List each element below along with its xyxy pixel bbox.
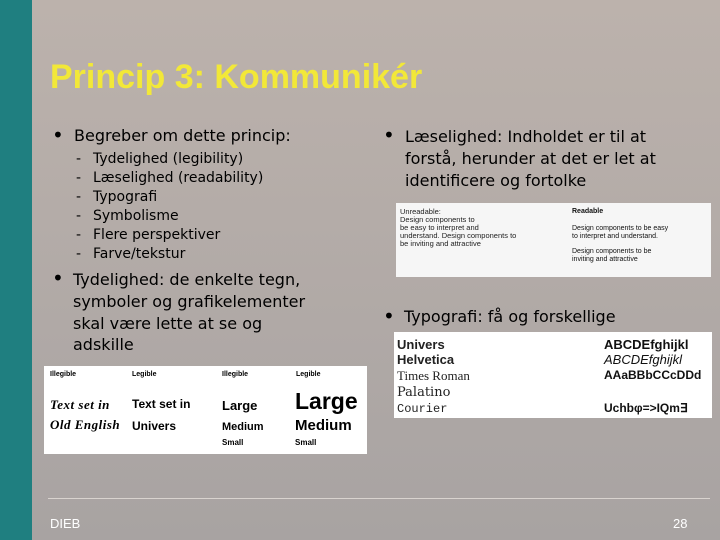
bullet-icon: • [383,304,395,328]
font-sample-times: Times Roman [397,368,470,383]
readable-line: Design components to be easy [572,224,669,232]
readability-example-panel [396,203,711,277]
gothic-text: Text set in [50,397,110,412]
sub-item: Typografi [93,189,158,205]
left-bullet-2-line: skal være lette at se og [73,314,263,333]
size-sample: Medium [222,421,264,433]
panel-header: Illegible [222,371,249,378]
size-sample: Small [222,438,244,447]
typography-example-panel [394,332,712,418]
footer-divider [48,498,710,499]
sub-item: Tydelighed (legibility) [93,151,244,167]
font-sample-univers: Univers [397,337,445,352]
sans-text: Text set in [132,397,191,411]
dash-icon: - [76,170,82,186]
glyph-sample: ABCDEfghijkl [604,337,689,352]
size-sample: Medium [295,417,352,434]
size-sample: Large [295,388,358,414]
unreadable-line: be inviting and attractive [400,239,481,248]
panel-header: Legible [132,371,157,378]
left-bullet-1: Begreber om dette princip: [74,126,291,145]
size-sample: Small [295,438,317,447]
unreadable-line: understand. Design components to [400,231,517,240]
font-sample-courier: Courier [397,402,448,416]
right-bullet-1-line: Læselighed: Indholdet er til at [405,127,647,146]
right-bullet-2: Typografi: få og forskellige [404,307,616,326]
right-bullet-1-line: forstå, herunder at det er let at [405,149,656,168]
sub-item: Læselighed (readability) [93,170,264,186]
font-sample-palatino: Palatino [397,385,451,400]
unreadable-label: Unreadable: [400,207,441,216]
panel-header: Illegible [50,371,77,378]
left-bullet-2-line: adskille [73,335,134,354]
readable-line: to interpret and understand. [572,233,659,240]
bullet-icon: • [52,266,64,290]
readable-text [572,208,668,265]
dash-icon: - [76,227,82,243]
glyph-sample: ABCDEfghijkl [604,352,683,367]
size-sample: Large [222,398,258,413]
bullet-icon: • [383,123,395,147]
footer-label: DIEB [50,516,81,531]
sub-item: Flere perspektiver [93,227,221,243]
gothic-text: Old English [50,417,121,432]
readable-line: Design components to be [572,247,652,255]
glyph-sample: AAaBBbCCcDDd [604,368,702,382]
dash-icon: - [76,246,82,262]
bullet-icon: • [52,123,64,147]
left-bullet-2-line: Tydelighed: de enkelte tegn, [73,270,301,289]
sub-item: Symbolisme [93,208,179,224]
sans-text: Univers [132,419,177,433]
dash-icon: - [76,189,82,205]
unreadable-text [400,208,516,248]
page-number: 28 [673,516,688,531]
glyph-sample: Uchbφ=>IQm∃ [604,401,688,415]
unreadable-line: be easy to interpret and [400,223,479,232]
panel-header: Legible [296,371,321,378]
font-sample-helvetica: Helvetica [397,352,455,367]
dash-icon: - [76,151,82,167]
slide-title: Princip 3: Kommunikér [50,58,423,96]
dash-icon: - [76,208,82,224]
sub-item: Farve/tekstur [93,246,186,262]
unreadable-line: Design components to [400,215,475,224]
legibility-example-panel [44,366,367,454]
readable-line: inviting and attractive [572,256,638,263]
left-bullet-2-line: symboler og grafikelementer [73,292,306,311]
right-bullet-1-line: identificere og fortolke [405,171,587,190]
readable-label: Readable [572,208,604,215]
left-accent-bar [0,0,32,540]
